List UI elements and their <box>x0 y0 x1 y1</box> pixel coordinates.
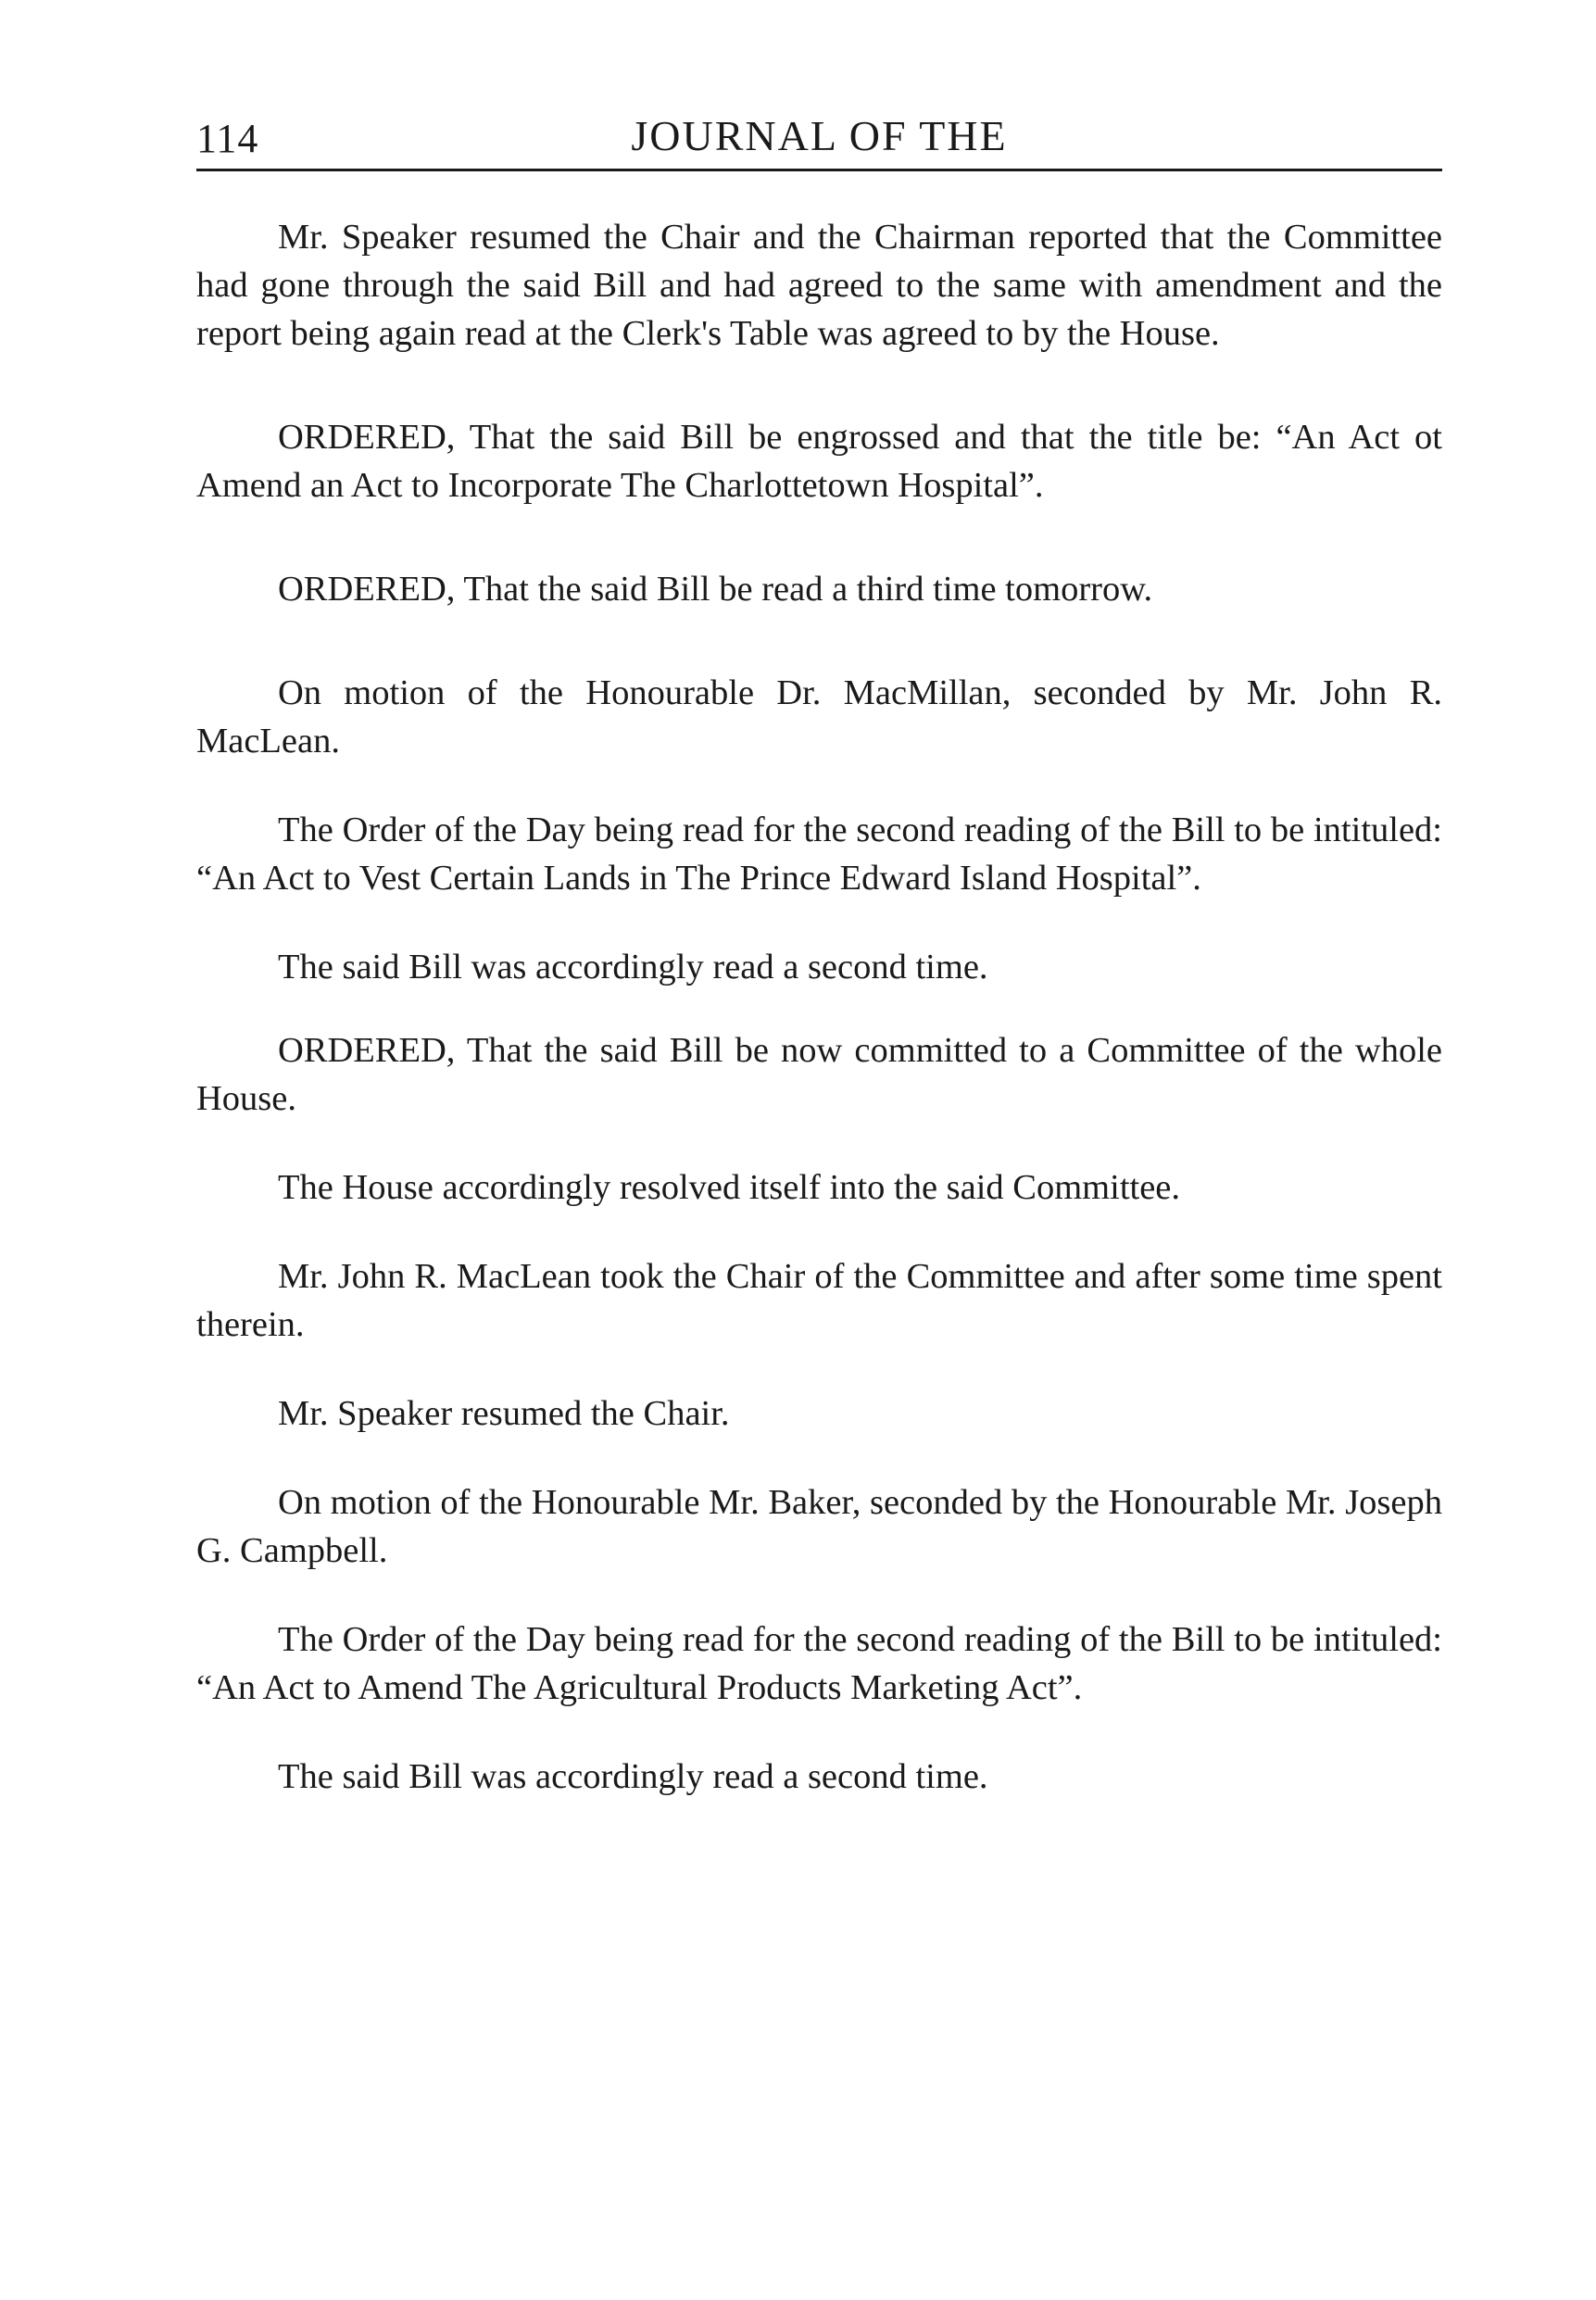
paragraph-read-second-time: The said Bill was accordingly read a second time. <box>278 948 988 987</box>
journal-body <box>196 213 1442 1801</box>
paragraph-read-second-time-2: The said Bill was accordingly read a second time. <box>278 1757 988 1796</box>
paragraph-maclean-took-chair: Mr. John R. MacLean took the Chair of the Committee and after some time spent therein. <box>196 1257 1442 1344</box>
paragraph-order-of-day-pei-hospital: The Order of the Day being read for the second reading of the Bill to be intituled: “An Act to Vest Certain Lands in The Prince Edward Island Hospital”. <box>196 811 1442 898</box>
page-header <box>196 109 1442 174</box>
paragraph-motion-baker: On motion of the Honourable Mr. Baker, seconded by the Honourable Mr. Joseph G. Campbell. <box>196 1483 1442 1570</box>
paragraph-ordered-third-reading: ORDERED, That the said Bill be read a third time tomorrow. <box>278 570 1153 609</box>
paragraph-ordered-committed: ORDERED, That the said Bill be now committed to a Committee of the whole House. <box>196 1031 1442 1118</box>
paragraph-motion-macmillan: On motion of the Honourable Dr. MacMillan, seconded by Mr. John R. MacLean. <box>196 673 1442 760</box>
paragraph-order-of-day-marketing-act: The Order of the Day being read for the second reading of the Bill to be intituled: “An Act to Amend The Agricultural Products Marketing Act”. <box>196 1620 1442 1707</box>
header-rule <box>196 169 1442 171</box>
paragraph-speaker-resumed: Mr. Speaker resumed the Chair. <box>278 1394 730 1433</box>
paragraph-house-resolved: The House accordingly resolved itself into the said Committee. <box>278 1168 1181 1207</box>
paragraph-ordered-engrossed: ORDERED, That the said Bill be engrossed and that the title be: “An Act ot Amend an Act to Incorporate The Charlottetown Hospital”. <box>196 418 1442 505</box>
page-number: 114 <box>196 116 259 161</box>
paragraph-speaker-resumed-report: Mr. Speaker resumed the Chair and the Chairman reported that the Committee had gone through the said Bill and had agreed to the same with amendment and the report being again read at the Clerk's Table was agreed to by the House. <box>196 218 1442 353</box>
running-head: JOURNAL OF THE <box>631 112 1008 159</box>
